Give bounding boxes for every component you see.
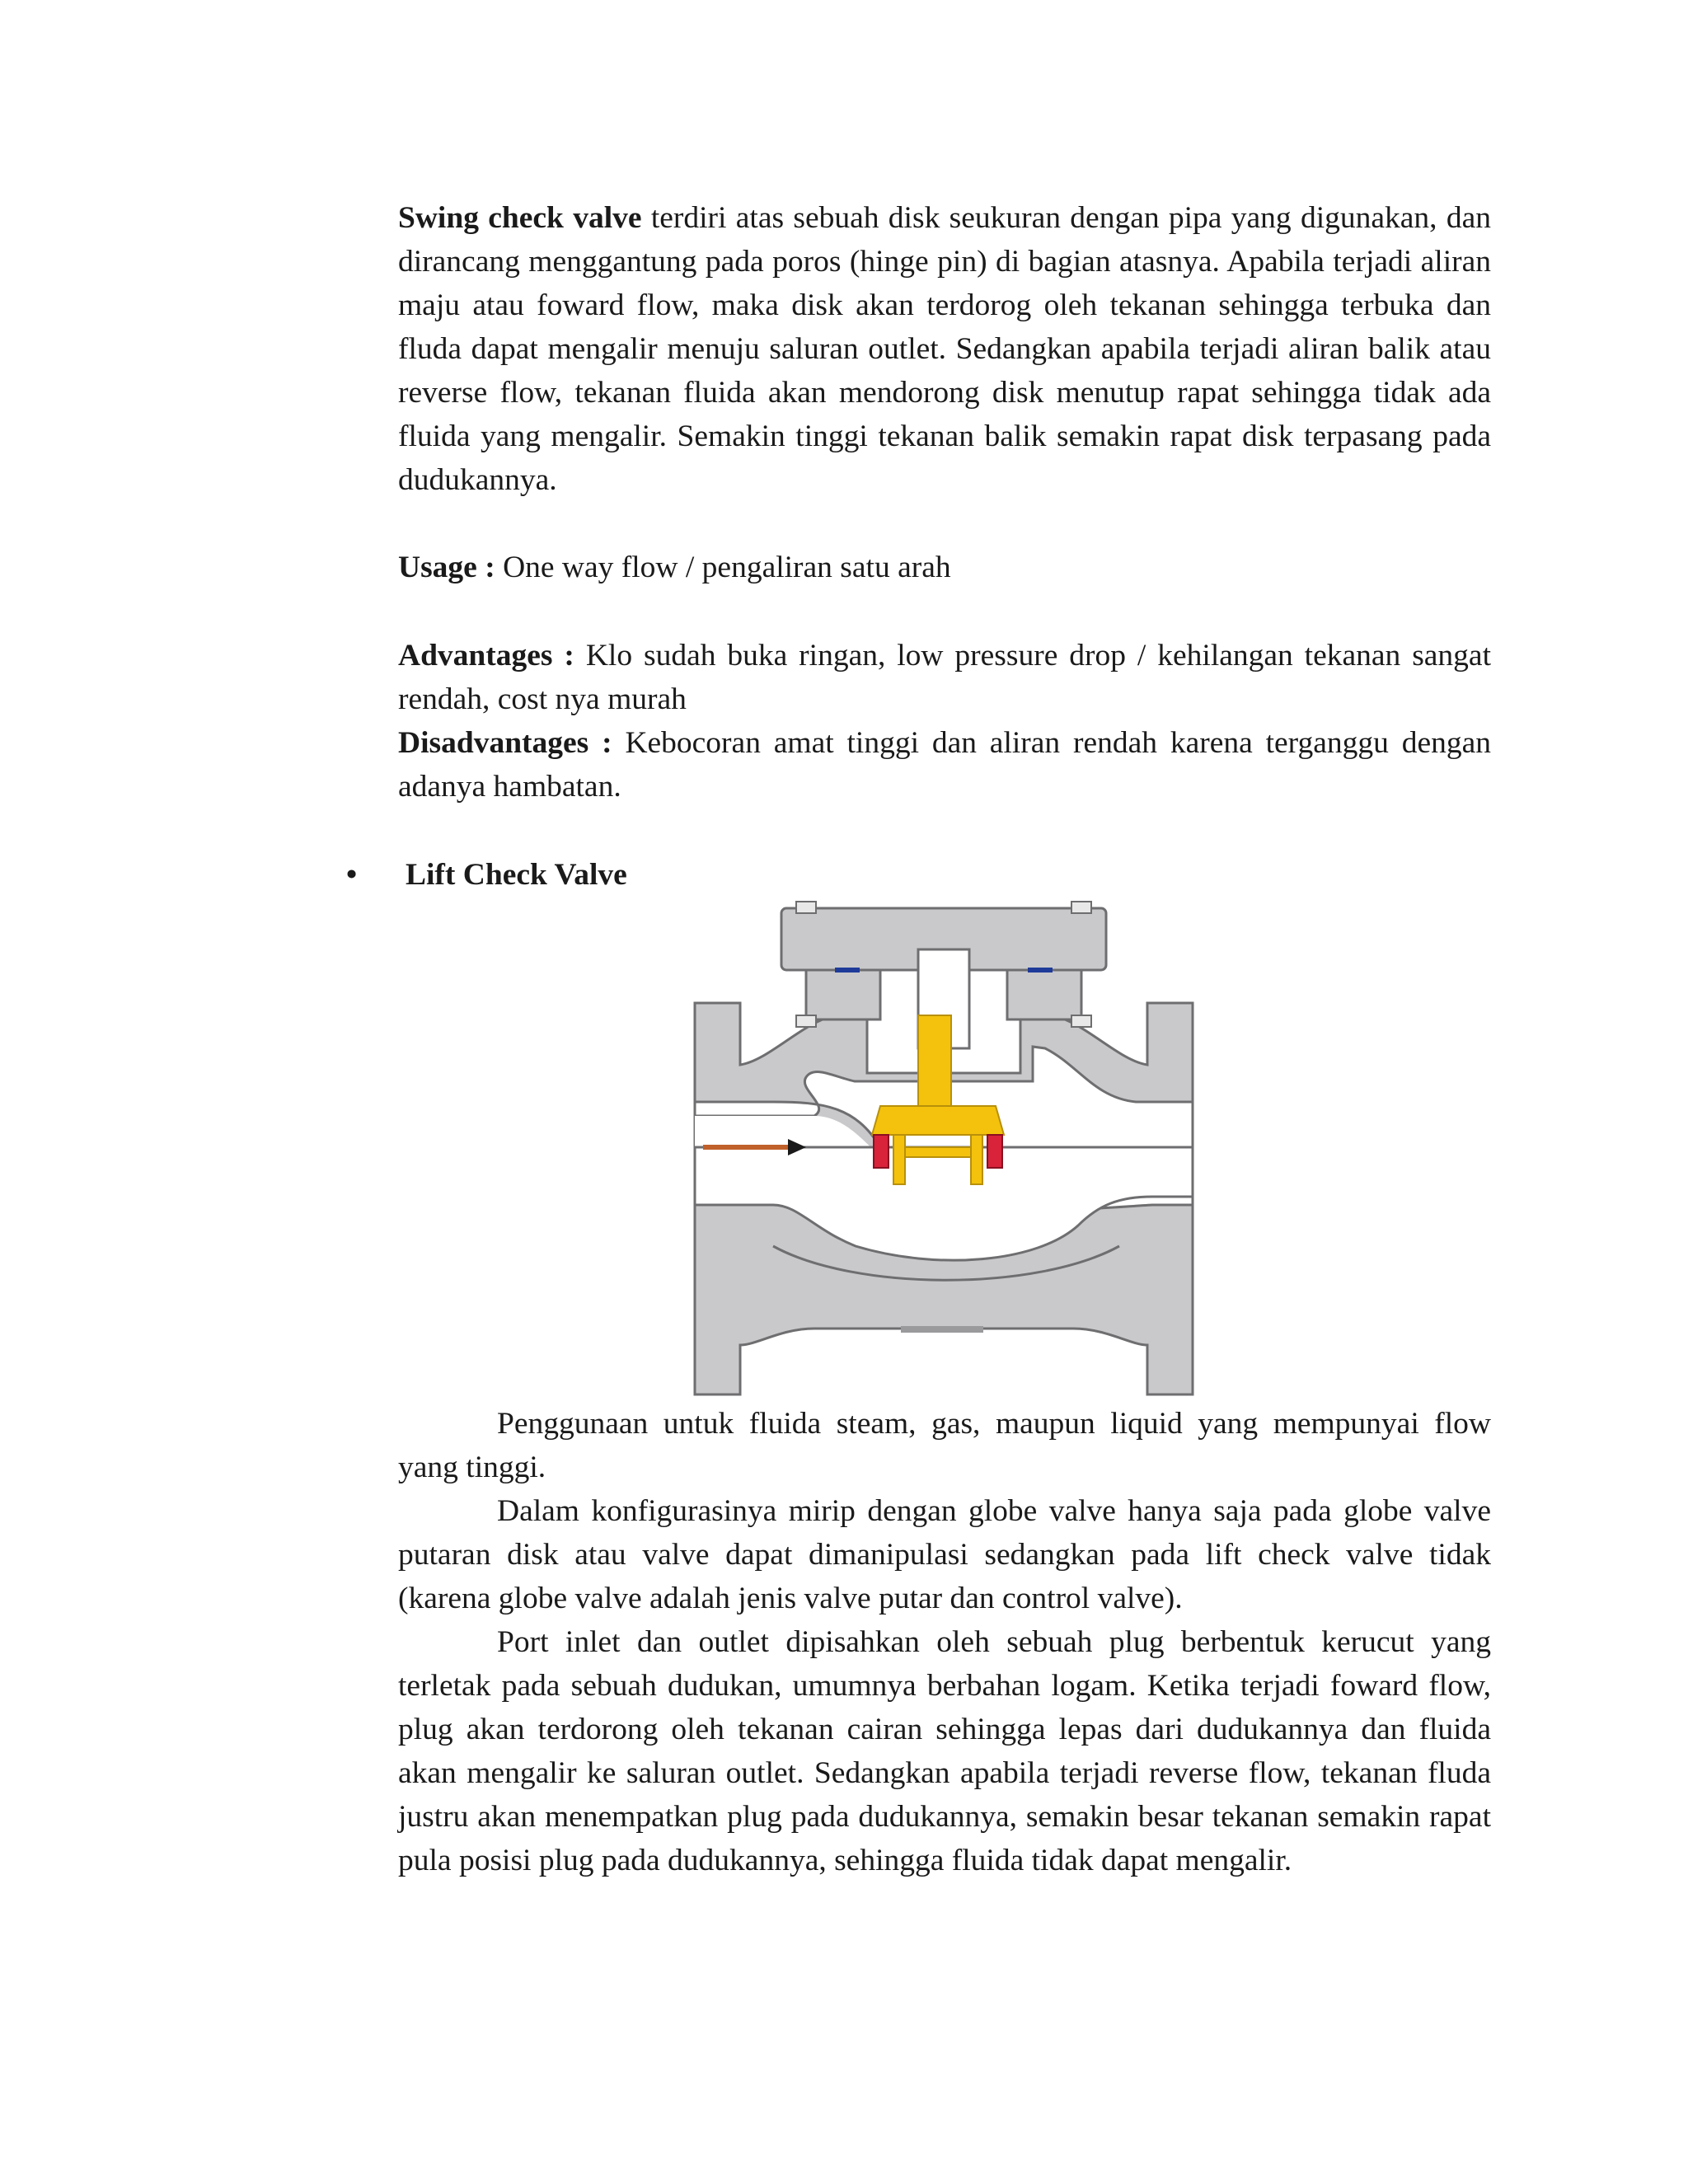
advantages-block [398, 634, 1491, 808]
lift-check-heading-row [346, 853, 627, 897]
disadvantages-text: Kebocoran amat tinggi dan aliran rendah karena terganggu dengan adanya hambatan. [398, 726, 1491, 804]
swing-check-term: Swing check valve [398, 201, 642, 235]
usage-label: Usage : [398, 551, 495, 584]
lift-check-para-1: Penggunaan untuk fluida steam, gas, maupun liquid yang mempunyai flow yang tinggi. [398, 1407, 1491, 1484]
lift-check-para-2: Dalam konfigurasinya mirip dengan globe valve hanya saja pada globe valve putaran disk atau valve dapat dimanipulasi sedangkan pada lift check valve tidak (karena globe valve adalah jenis valve putar dan control valve). [398, 1494, 1491, 1615]
swing-check-paragraph [398, 196, 1491, 502]
bullet-icon: • [346, 858, 358, 892]
lift-check-heading: Lift Check Valve [406, 858, 627, 892]
lift-check-para-3: Port inlet dan outlet dipisahkan oleh sebuah plug berbentuk kerucut yang terletak pada sebuah dudukan, umumnya berbahan logam. Ketika terjadi foward flow, plug akan terdorong oleh tekanan cairan sehingga lepas dari dudukannya dan fluida akan mengalir ke saluran outlet. Sedangkan apabila terjadi reverse flow, tekanan fluda justru akan menempatkan plug pada dudukannya, semakin besar tekanan semakin rapat pula posisi plug pada dudukannya, sehingga fluida tidak dapat mengalir. [398, 1625, 1491, 1877]
advantages-text: Klo sudah buka ringan, low pressure drop / kehilangan tekanan sangat rendah, cost nya murah [398, 639, 1491, 716]
swing-check-text: terdiri atas sebuah disk seukuran dengan pipa yang digunakan, dan dirancang menggantung pada poros (hinge pin) di bagian atasnya. Apabila terjadi aliran maju atau foward flow, maka disk akan terdorog oleh tekanan sehingga terbuka dan fluda dapat mengalir menuju saluran outlet. Sedangkan apabila terjadi aliran balik atau reverse flow, tekanan fluida akan mendorong disk menutup rapat sehingga tidak ada fluida yang mengalir. Semakin tinggi tekanan balik semakin rapat disk terpasang pada dudukannya. [398, 201, 1491, 497]
lift-check-paragraphs [398, 1402, 1491, 1882]
lift-check-valve-figure [691, 900, 1197, 1398]
usage-text: One way flow / pengaliran satu arah [495, 551, 951, 584]
usage-line [398, 546, 1491, 589]
advantages-label: Advantages : [398, 639, 574, 673]
disadvantages-label: Disadvantages : [398, 726, 612, 760]
